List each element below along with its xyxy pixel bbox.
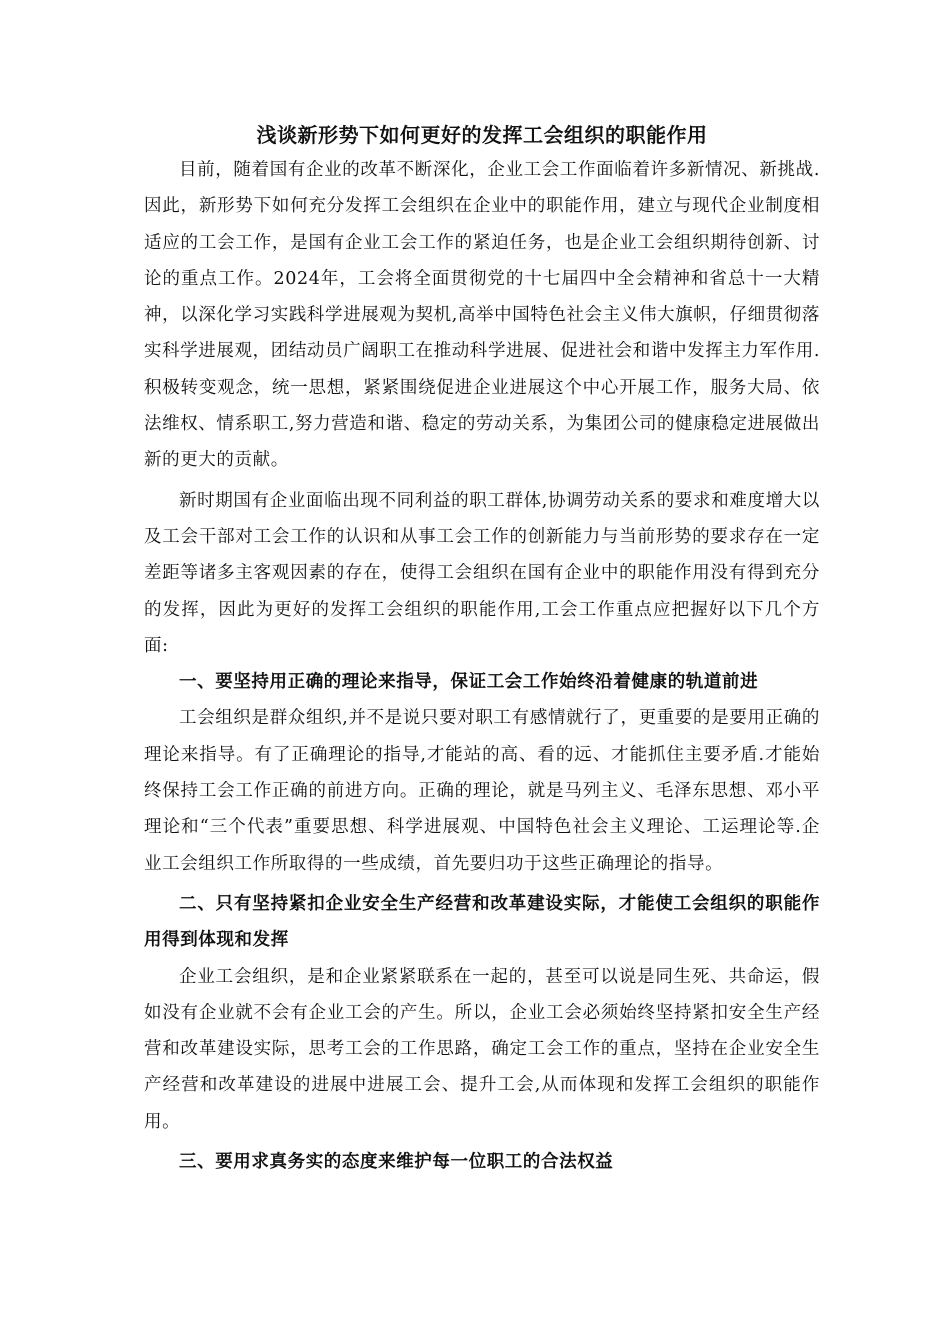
paragraph-background: 新时期国有企业面临出现不同利益的职工群体,协调劳动关系的要求和难度增大以及工会干部对工会工作的认识和从事工会工作的创新能力与当前形势的要求存在一定差距等诸多主客观因素的存在，使得工会组织在国有企业中的职能作用没有得到充分的发挥，因此为更好的发挥工会组织的职能作用,工会工作重点应把握好以下几个方面: — [144, 490, 820, 656]
section-heading-2: 二、只有坚持紧扣企业安全生产经营和改革建设实际，才能使工会组织的职能作用得到体现和发挥 — [144, 893, 820, 951]
paragraph-section-2: 企业工会组织，是和企业紧紧联系在一起的，甚至可以说是同生死、共命运，假如没有企业就不会有企业工会的产生。所以，企业工会必须始终坚持紧扣安全生产经营和改革建设实际，思考工会的工作思路，确定工会工作的重点，坚持在企业安全生产经营和改革建设的进展中进展工会、提升工会,从而体现和发挥工会组织的职能作用。 — [144, 966, 820, 1132]
document-title: 浅谈新形势下如何更好的发挥工会组织的职能作用 — [256, 123, 708, 147]
paragraph-intro: 目前，随着国有企业的改革不断深化，企业工会工作面临着许多新情况、新挑战.因此，新形势下如何充分发挥工会组织在企业中的职能作用，建立与现代企业制度相适应的工会工作，是国有企业工会工作的紧迫任务，也是企业工会组织期待创新、讨论的重点工作。2024年，工会将全面贯彻党的十七届四中全会精神和省总十一大精神，以深化学习实践科学进展观为契机,高举中国特色社会主义伟大旗帜，仔细贯彻落实科学进展观，团结动员广阔职工在推动科学进展、促进社会和谐中发挥主力军作用.积极转变观念，统一思想，紧紧围绕促进企业进展这个中心开展工作，服务大局、依法维权、情系职工,努力营造和谐、稳定的劳动关系，为集团公司的健康稳定进展做出新的更大的贡献。 — [144, 160, 820, 471]
paragraph-section-1: 工会组织是群众组织,并不是说只要对职工有感情就行了，更重要的是要用正确的理论来指导。有了正确理论的指导,才能站的高、看的远、才能抓住主要矛盾.才能始终保持工会工作正确的前进方向。正确的理论，就是马列主义、毛泽东思想、邓小平理论和“三个代表”重要思想、科学进展观、中国特色社会主义理论、工运理论等.企业工会组织工作所取得的一些成绩，首先要归功于这些正确理论的指导。 — [144, 708, 820, 874]
document-body — [144, 118, 820, 1180]
section-heading-1: 一、要坚持用正确的理论来指导，保证工会工作始终沿着健康的轨道前进 — [179, 672, 759, 693]
section-heading-3: 三、要用求真务实的态度来维护每一位职工的合法权益 — [179, 1152, 614, 1173]
